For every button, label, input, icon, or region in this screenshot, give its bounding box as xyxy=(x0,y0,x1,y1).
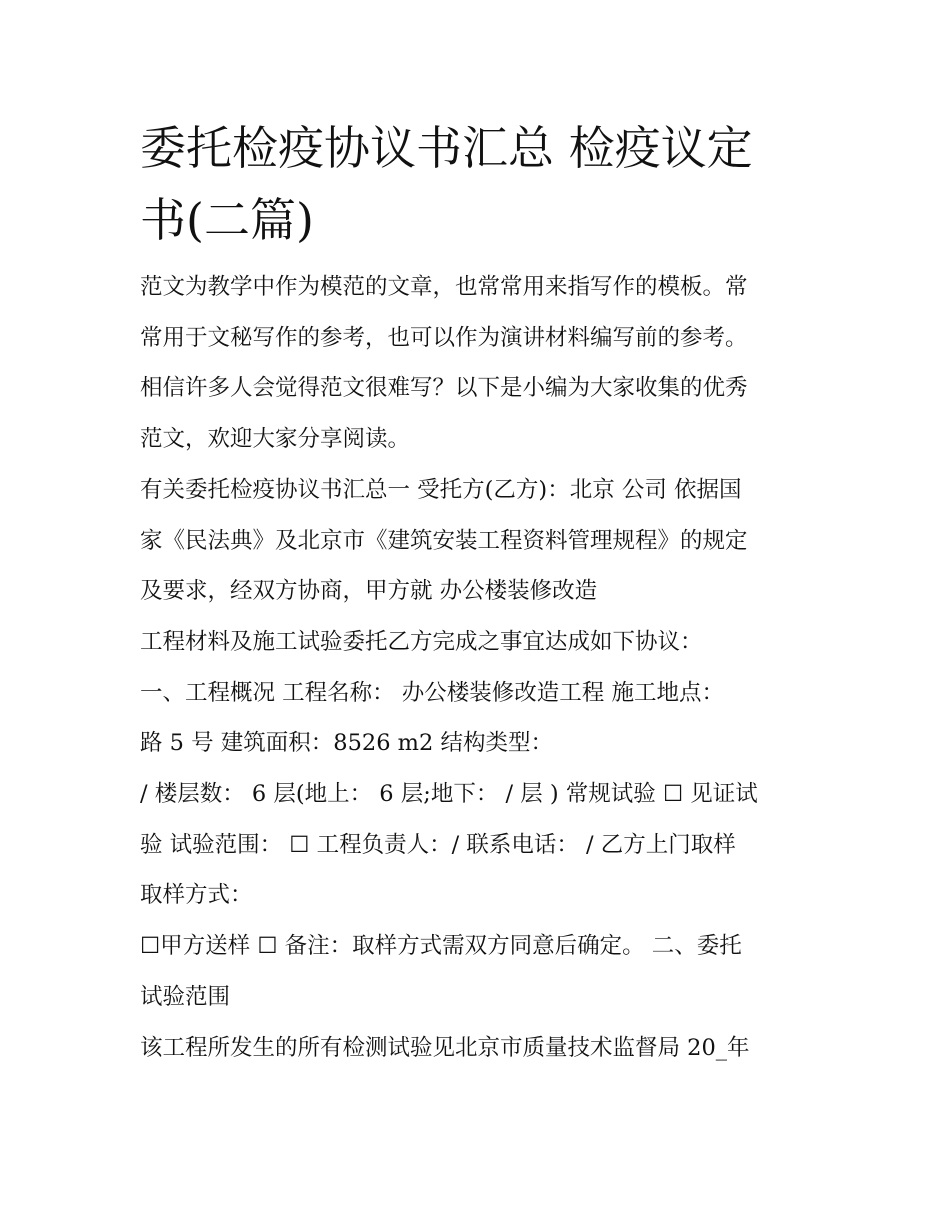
body-line: 路 5 号 建筑面积：8526 m2 结构类型： xyxy=(140,730,553,757)
document-body xyxy=(140,262,815,1073)
title-line: 委托检疫协议书汇总 检疫议定 xyxy=(140,121,753,175)
body-line: ☐甲方送样 ☐ 备注：取样方式需双方同意后确定。 二、委托 xyxy=(140,933,742,960)
body-line: 一、工程概况 工程名称： 办公楼装修改造工程 施工地点： xyxy=(140,679,724,706)
body-line: 有关委托检疫协议书汇总一 受托方(乙方)：北京 公司 依据国 xyxy=(140,476,742,503)
body-line: 试验范围 xyxy=(140,983,231,1010)
body-line: 验 试验范围： ☐ 工程负责人：/ 联系电话： / 乙方上门取样 xyxy=(140,831,736,858)
title-line: 书(二篇) xyxy=(140,193,314,247)
body-line: 工程材料及施工试验委托乙方完成之事宜达成如下协议： xyxy=(140,628,703,655)
body-line: 范文，欢迎大家分享阅读。 xyxy=(140,426,411,453)
body-line: 常用于文秘写作的参考，也可以作为演讲材料编写前的参考。 xyxy=(140,324,748,351)
body-line: 及要求，经双方协商，甲方就 办公楼装修改造 xyxy=(140,578,598,605)
body-line: 家《民法典》及北京市《建筑安装工程资料管理规程》的规定 xyxy=(140,527,748,554)
body-line: 取样方式： xyxy=(140,882,253,909)
body-line: 相信许多人会觉得范文很难写？以下是小编为大家收集的优秀 xyxy=(140,375,748,402)
body-line: 该工程所发生的所有检测试验见北京市质量技术监督局 20_年 xyxy=(140,1034,750,1061)
body-line: 范文为教学中作为模范的文章，也常常用来指写作的模板。常 xyxy=(140,274,748,300)
document-page xyxy=(140,112,815,1073)
document-title xyxy=(140,112,815,256)
body-line: / 楼层数： 6 层(地上： 6 层;地下： / 层 ) 常规试验 ☐ 见证试 xyxy=(140,781,758,808)
